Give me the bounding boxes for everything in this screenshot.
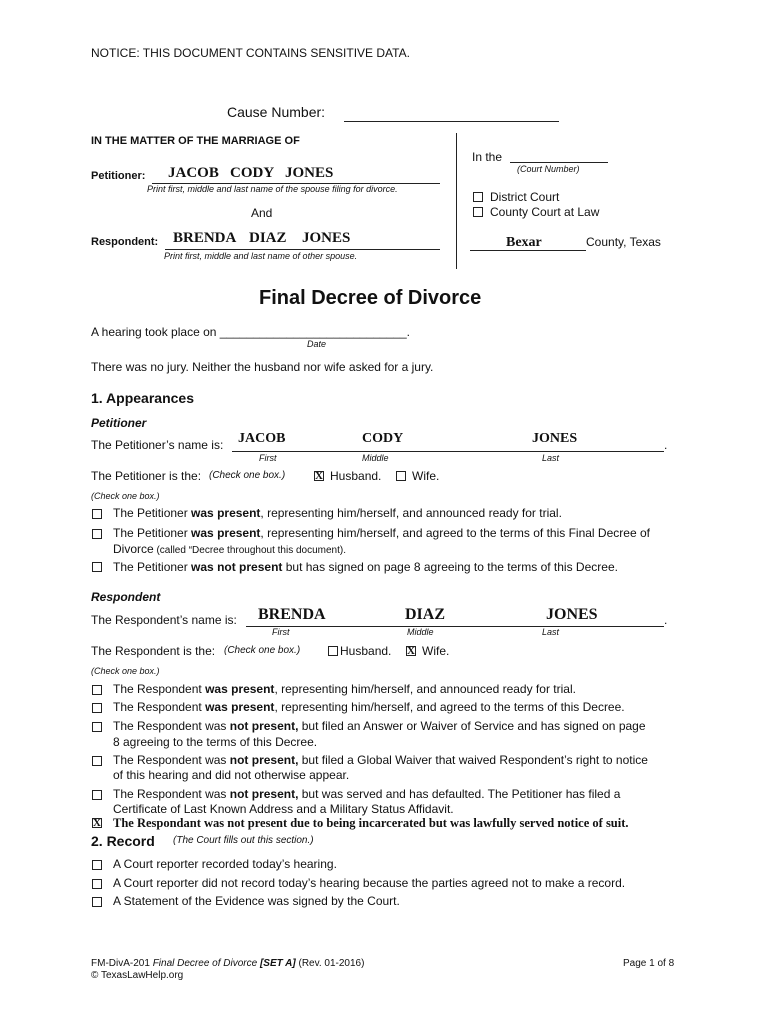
county-court-law-label: County Court at Law — [490, 205, 600, 219]
pet-first-hand: JACOB — [238, 431, 286, 446]
county-suffix: County, Texas — [586, 235, 661, 249]
pet-opt2-checkbox[interactable] — [92, 529, 102, 539]
county-name-line[interactable] — [470, 250, 586, 251]
resp-handwritten-text: The Respondant was not present due to being incarcerated but was lawfully served notice of suit. — [113, 816, 629, 830]
pet-opt2-cont: Divorce (called “Decree throughout this document). — [113, 542, 347, 556]
footer-copyright: © TexasLawHelp.org — [91, 970, 184, 981]
section-record: 2. Record — [91, 833, 155, 849]
resp-name-label: The Respondent’s name is: — [91, 613, 237, 627]
resp-opt4-text: The Respondent was not present, but filed a Global Waiver that waived Respondent’s right to notice — [113, 753, 648, 767]
record-opt2-text: A Court reporter did not record today’s hearing because the parties agreed not to make a record. — [113, 876, 626, 890]
pet-check-one: (Check one box.) — [91, 491, 160, 501]
petitioner-name-first-hand: JACOB — [168, 165, 219, 181]
petitioner-heading: Petitioner — [91, 416, 147, 430]
resp-husband-checkbox[interactable] — [328, 646, 338, 656]
court-number-hint: (Court Number) — [517, 164, 580, 174]
pet-opt3-checkbox[interactable] — [92, 562, 102, 572]
respondent-name-line[interactable] — [165, 249, 440, 250]
resp-opt3-checkbox[interactable] — [92, 722, 102, 732]
respondent-label: Respondent: — [91, 236, 159, 248]
pet-name-line[interactable] — [232, 451, 664, 452]
record-opt2-checkbox[interactable] — [92, 879, 102, 889]
resp-name-line[interactable] — [246, 626, 664, 627]
petitioner-label: Petitioner: — [91, 170, 146, 182]
footer-form-id: FM-DivA-201 Final Decree of Divorce [SET A] (Rev. 01-2016) — [91, 958, 365, 969]
respondent-hint: Print first, middle and last name of other spouse. — [164, 251, 358, 261]
resp-opt5-checkbox[interactable] — [92, 790, 102, 800]
pet-middle-hint: Middle — [362, 453, 389, 463]
county-name-hand: Bexar — [506, 235, 542, 250]
respondent-heading: Respondent — [91, 590, 161, 604]
pet-wife-checkbox[interactable] — [396, 471, 406, 481]
resp-opt4-cont: of this hearing and did not otherwise appear. — [113, 768, 350, 782]
matter-heading: IN THE MATTER OF THE MARRIAGE OF — [91, 135, 300, 147]
resp-middle-hint: Middle — [407, 627, 434, 637]
cause-number-field[interactable] — [344, 121, 559, 122]
petitioner-name-last-hand: JONES — [285, 165, 334, 181]
resp-opt5-cont: Certificate of Last Known Address and a Military Status Affidavit. — [113, 802, 454, 816]
date-label: Date — [307, 339, 327, 349]
resp-check-one-inline: (Check one box.) — [224, 645, 301, 656]
pet-first-hint: First — [259, 453, 277, 463]
pet-name-label: The Petitioner’s name is: — [91, 438, 224, 452]
resp-opt2-checkbox[interactable] — [92, 703, 102, 713]
resp-middle-hand: DIAZ — [405, 606, 446, 623]
pet-opt1-checkbox[interactable] — [92, 509, 102, 519]
pet-opt3-text: The Petitioner was not present but has signed on page 8 agreeing to the terms of this Decree. — [113, 560, 618, 574]
record-opt3-checkbox[interactable] — [92, 897, 102, 907]
resp-husband-label: Husband. — [340, 644, 392, 658]
period: . — [664, 438, 668, 452]
record-opt1-text: A Court reporter recorded today’s hearing. — [113, 857, 337, 871]
record-opt3-text: A Statement of the Evidence was signed by the Court. — [113, 894, 400, 908]
jury-text: There was no jury. Neither the husband nor wife asked for a jury. — [91, 360, 434, 374]
pet-opt2-text: The Petitioner was present, representing him/herself, and agreed to the terms of this Final Decree of — [113, 526, 650, 540]
resp-wife-label: Wife. — [422, 644, 450, 658]
respondent-name-last-hand: JONES — [302, 230, 351, 246]
resp-opt1-checkbox[interactable] — [92, 685, 102, 695]
resp-opt4-checkbox[interactable] — [92, 756, 102, 766]
resp-last-hint: Last — [542, 627, 560, 637]
resp-first-hand: BRENDA — [258, 606, 326, 623]
respondent-name-middle-hand: DIAZ — [249, 230, 287, 246]
respondent-name-first-hand: BRENDA — [173, 230, 237, 246]
header-divider — [456, 133, 457, 269]
resp-wife-checkbox[interactable]: X — [407, 645, 415, 657]
pet-opt1-text: The Petitioner was present, representing him/herself, and announced ready for trial. — [113, 506, 562, 520]
pet-last-hand: JONES — [532, 431, 578, 446]
record-opt1-checkbox[interactable] — [92, 860, 102, 870]
resp-opt1-text: The Respondent was present, representing him/herself, and announced ready for trial. — [113, 682, 576, 696]
section-record-note: (The Court fills out this section.) — [173, 835, 314, 846]
pet-last-hint: Last — [542, 453, 560, 463]
resp-check-one: (Check one box.) — [91, 666, 160, 676]
petitioner-hint: Print first, middle and last name of the spouse filing for divorce. — [147, 184, 398, 194]
sensitive-notice: NOTICE: THIS DOCUMENT CONTAINS SENSITIVE DATA. — [91, 46, 410, 60]
resp-opt3-cont: 8 agreeing to the terms of this Decree. — [113, 735, 318, 749]
footer-page: Page 1 of 8 — [623, 958, 675, 969]
pet-husband-label: Husband. — [330, 469, 382, 483]
court-number-field[interactable] — [510, 162, 608, 163]
resp-is-label: The Respondent is the: — [91, 644, 216, 658]
district-court-label: District Court — [490, 190, 560, 204]
pet-husband-checkbox[interactable]: X — [315, 470, 323, 482]
section-appearances: 1. Appearances — [91, 390, 194, 406]
pet-check-one-inline: (Check one box.) — [209, 470, 286, 481]
resp-last-hand: JONES — [546, 606, 598, 623]
pet-middle-hand: CODY — [362, 431, 404, 446]
document-title: Final Decree of Divorce — [259, 287, 482, 309]
resp-opt5-text: The Respondent was not present, but was served and has defaulted. The Petitioner has filed a — [113, 787, 621, 801]
pet-wife-label: Wife. — [412, 469, 440, 483]
resp-opt3-text: The Respondent was not present, but filed an Answer or Waiver of Service and has signed on page — [113, 719, 646, 733]
hearing-text: A hearing took place on ____________________________. — [91, 325, 410, 339]
in-the-label: In the — [472, 150, 503, 164]
pet-is-label: The Petitioner is the: — [91, 469, 202, 483]
resp-opt2-text: The Respondent was present, representing him/herself, and agreed to the terms of this Decree. — [113, 700, 625, 714]
county-court-law-checkbox[interactable] — [473, 207, 483, 217]
resp-handwritten-checkbox[interactable]: X — [93, 817, 101, 829]
district-court-checkbox[interactable] — [473, 192, 483, 202]
resp-first-hint: First — [272, 627, 290, 637]
and-text: And — [251, 206, 273, 220]
cause-number-label: Cause Number: — [227, 104, 326, 120]
period: . — [664, 613, 668, 627]
petitioner-name-middle-hand: CODY — [230, 165, 275, 181]
